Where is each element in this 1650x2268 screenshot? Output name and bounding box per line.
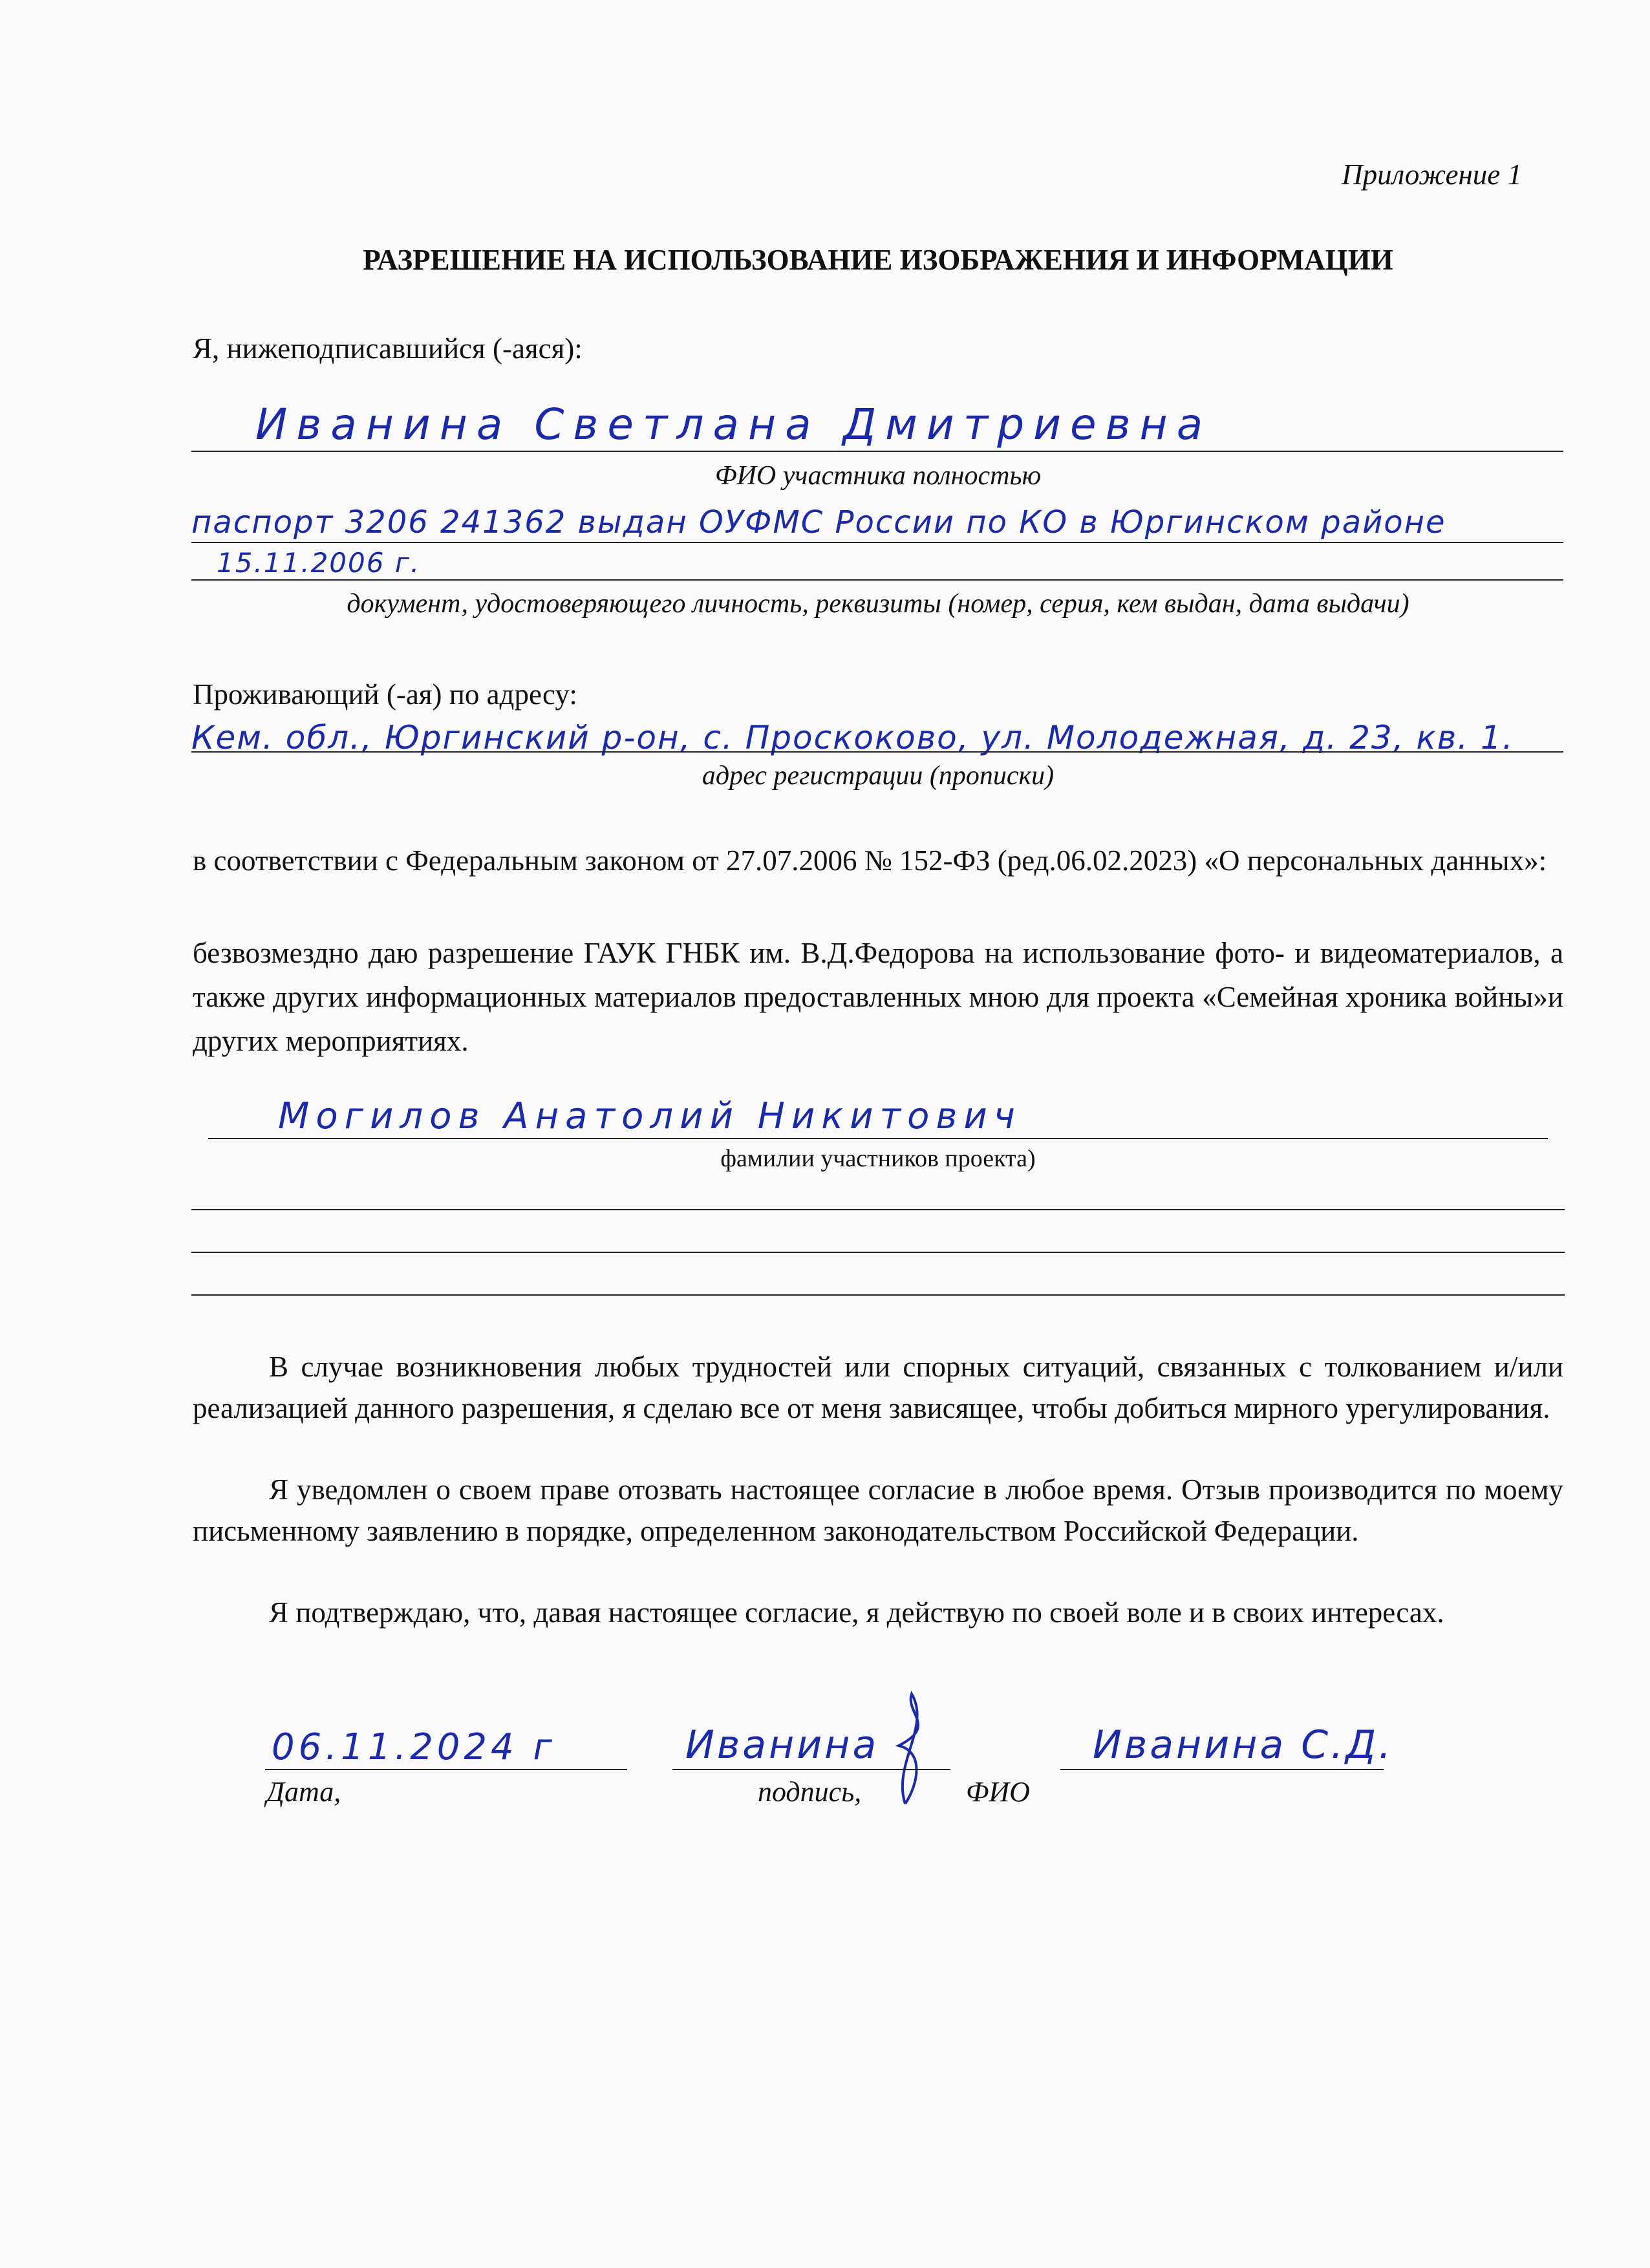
document-underline-1 [191,542,1563,543]
date-label: Дата, [266,1776,341,1808]
body-paragraph-3: Я подтверждаю, что, давая настоящее согласие, я действую по своей воле и в своих интересах. [269,1596,1444,1629]
blank-line-1 [191,1209,1565,1210]
document-underline-2 [191,579,1563,581]
address-label: Проживающий (-ая) по адресу: [193,678,577,711]
fio-underline [191,451,1563,452]
law-reference: в соответствии с Федеральным законом от 27.07.2006 № 152-ФЗ (ред.06.02.2023) «О персональных данных»: [193,844,1547,877]
participant-fio-handwritten: Иванина Светлана Дмитриевна [255,400,1212,449]
signature-handwritten: Иванина [685,1722,879,1768]
project-caption: фамилии участников проекта) [720,1145,1036,1172]
document-details-line2: 15.11.2006 г. [217,547,421,579]
document-details-line1: паспорт 3206 241362 выдан ОУФМС России по КО в Юргинском районе [191,504,1446,540]
project-participant-handwritten: Могилов Анатолий Никитович [278,1095,1022,1137]
undersigned-label: Я, нижеподписавшийся (-аяся): [193,332,583,365]
blank-line-2 [191,1252,1565,1253]
address-underline [191,751,1563,753]
grant-paragraph: безвозмездно даю разрешение ГАУК ГНБК им. В.Д.Федорова на использование фото- и видеоматериалов, а также других информационных материалов предоставленных мною для проекта «Семейная хроника войны»и других мероприятиях. [193,937,1563,1057]
address-caption: адрес регистрации (прописки) [702,761,1055,791]
appendix-label: Приложение 1 [1342,158,1522,191]
signature-flourish [886,1687,944,1810]
project-underline [208,1138,1548,1139]
fio-caption: ФИО участника полностью [714,461,1042,491]
signature-underline [672,1769,950,1770]
document-title: РАЗРЕШЕНИЕ НА ИСПОЛЬЗОВАНИЕ ИЗОБРАЖЕНИЯ И ИНФОРМАЦИИ [363,244,1393,276]
signature-label: подпись, [758,1776,862,1808]
date-underline [265,1769,627,1770]
date-handwritten: 06.11.2024 г [272,1726,556,1768]
document-caption: документ, удостоверяющего личность, реквизиты (номер, серия, кем выдан, дата выдачи) [347,589,1409,619]
fio-signature-label: ФИО [966,1776,1030,1808]
body-paragraph-2: Я уведомлен о своем праве отозвать настоящее согласие в любое время. Отзыв производится по моему письменному заявлению в порядке, определенном законодательством Российской Федерации. [193,1473,1563,1547]
body-paragraph-1: В случае возникновения любых трудностей или спорных ситуаций, связанных с толкованием и/или реализацией данного разрешения, я сделаю все от меня зависящее, чтобы добиться мирного урегулирования. [193,1351,1563,1424]
address-handwritten: Кем. обл., Юргинский р-он, с. Проскоково, ул. Молодежная, д. 23, кв. 1. [191,719,1514,756]
fio-signature-underline [1060,1769,1384,1770]
fio-signature-handwritten: Иванина С.Д. [1093,1722,1394,1768]
blank-line-3 [191,1294,1565,1296]
